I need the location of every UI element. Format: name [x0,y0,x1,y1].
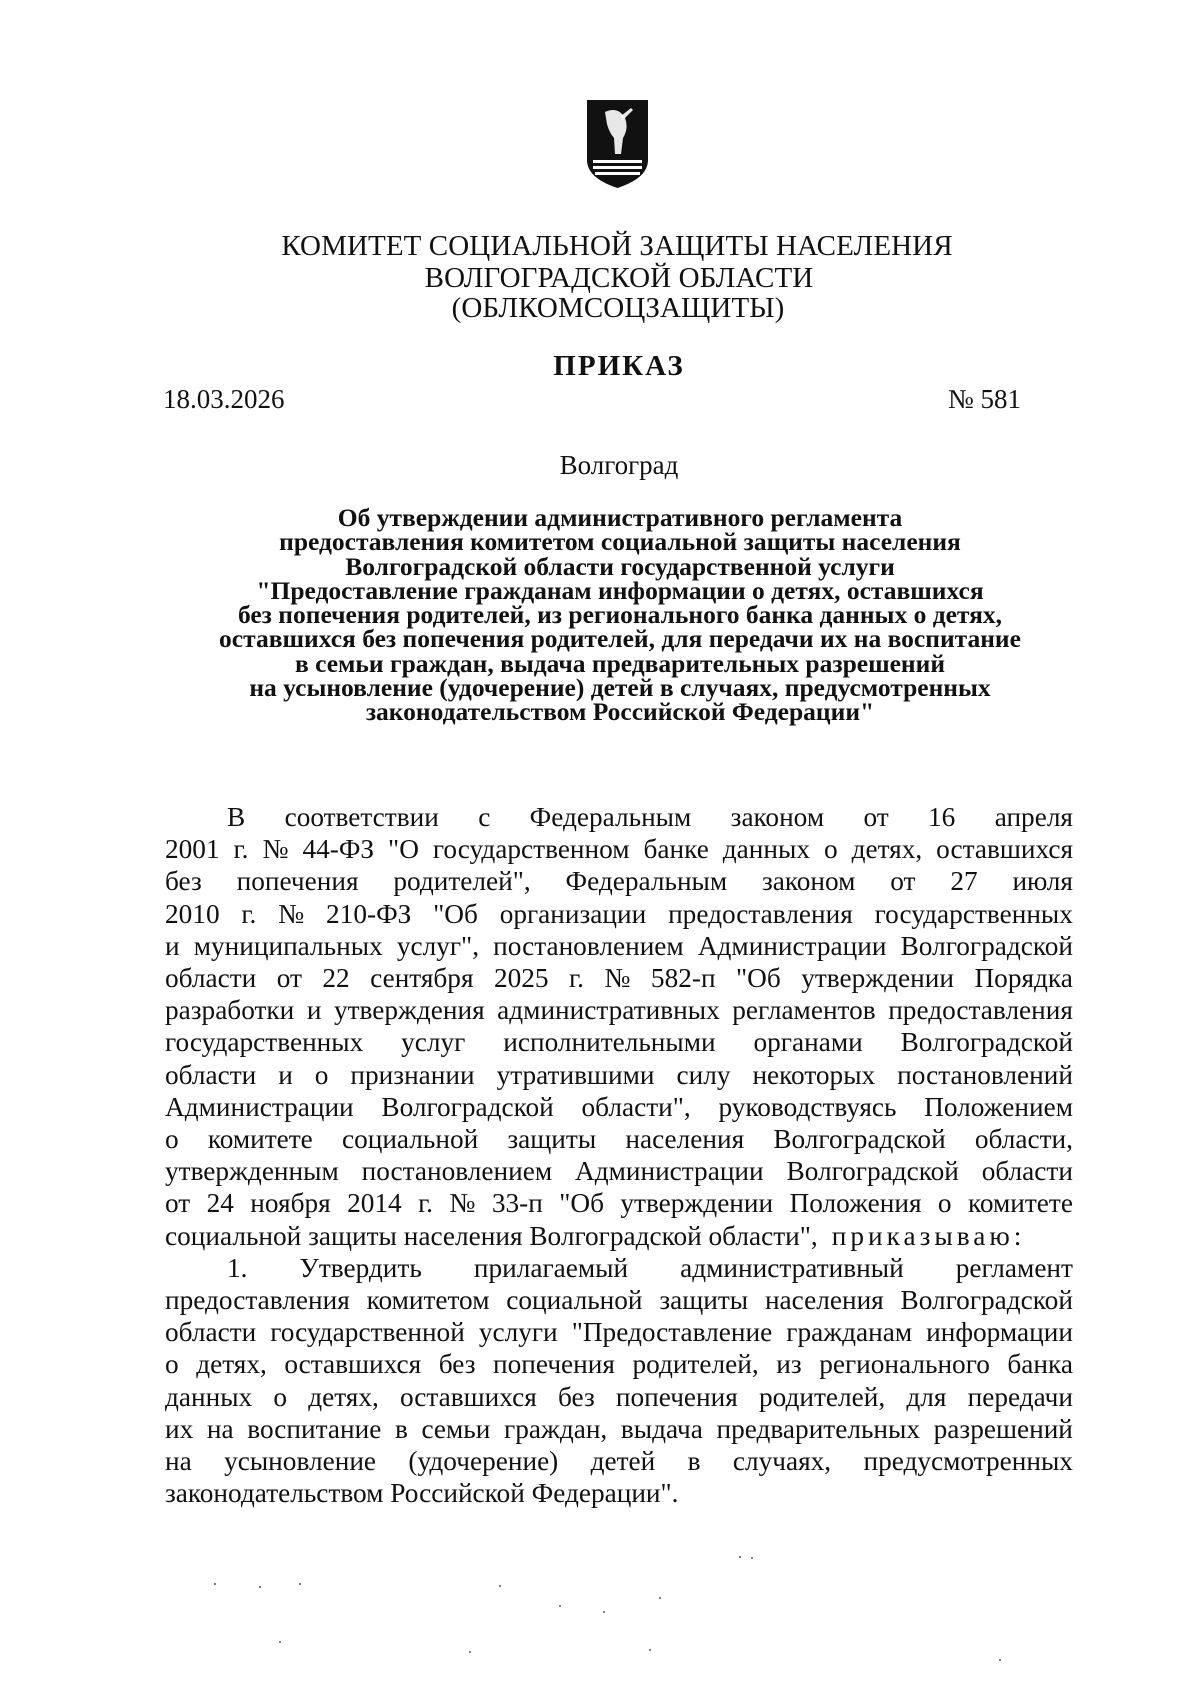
document-type-title: ПРИКАЗ [553,350,685,382]
text-line: законодательством Российской Федерации". [165,1478,679,1509]
text-line: 1. Утвердить прилагаемый административный регламент [227,1252,1073,1283]
heading-line: Об утверждении административного регламента [337,503,903,532]
text-line: В соответствии с Федеральным законом от 16 апреля [227,802,1073,832]
heading-line: Волгоградской области государственной услуги [345,551,895,581]
heading-line: оставшихся без попечения родителей, для передачи их на воспитание [219,624,1021,654]
text-line: и муниципальных услуг", постановлением Администрации Волгоградской [165,930,1073,961]
text-line: области государственной услуги "Предоставление гражданам информации [165,1317,1073,1348]
heading-line: "Предоставление гражданам информации о детях, оставшихся [256,575,984,605]
text-line: утвержденным постановлением Администрации Волгоградской области [165,1156,1073,1187]
heading-line: предоставления комитетом социальной защиты населения [279,527,961,557]
text-line: данных о детях, оставшихся без попечения родителей, для передачи [165,1381,1073,1412]
text-line: социальной защиты населения Волгоградской области", приказываю: [165,1220,1026,1251]
text-line: без попечения родителей", Федеральным законом от 27 июля [165,866,1073,897]
organization-name-line-2: ВОЛГОГРАДСКОЙ ОБЛАСТИ [424,262,814,294]
text-line: о детях, оставшихся без попечения родителей, из регионального банка [165,1349,1073,1380]
text-line: о комитете социальной защиты населения Волгоградской области, [165,1124,1073,1155]
heading-line: на усыновление (удочерение) детей в случаях, предусмотренных [249,673,991,703]
text-line: разработки и утверждения административных регламентов предоставления [165,995,1073,1026]
text-line: их на воспитание в семьи граждан, выдача предварительных разрешений [165,1413,1073,1444]
text-line: предоставления комитетом социальной защиты населения Волгоградской [165,1285,1073,1316]
heading-line: законодательством Российской Федерации" [365,697,875,727]
text-line: области и о признании утратившими силу некоторых постановлений [165,1059,1073,1090]
document-date: 18.03.2026 [163,384,285,414]
text-line: от 24 ноября 2014 г. № 33-п "Об утверждении Положения о комитете [165,1188,1073,1219]
text-line: области от 22 сентября 2025 г. № 582-п "Об утверждении Порядка [165,963,1073,994]
text-line: 2010 г. № 210-ФЗ "Об организации предоставления государственных [165,898,1073,929]
text-line: Администрации Волгоградской области", руководствуясь Положением [165,1091,1073,1122]
heading-line: в семьи граждан, выдача предварительных разрешений [294,648,946,678]
text-line: государственных услуг исполнительными органами Волгоградской [165,1027,1073,1058]
order-verb: приказываю: [831,1220,1026,1251]
heading-line: без попечения родителей, из регионального банка данных о детях, [237,600,1003,630]
organization-abbreviation: (ОБЛКОМСОЦЗАЩИТЫ) [451,292,785,324]
organization-name-line-1: КОМИТЕТ СОЦИАЛЬНОЙ ЗАЩИТЫ НАСЕЛЕНИЯ [281,230,953,262]
text-line: на усыновление (удочерение) детей в случаях, предусмотренных [165,1446,1073,1477]
document-city: Волгоград [559,450,679,480]
text-line: 2001 г. № 44-ФЗ "О государственном банке данных о детях, оставшихся [165,834,1073,865]
document-number: № 581 [948,384,1022,414]
